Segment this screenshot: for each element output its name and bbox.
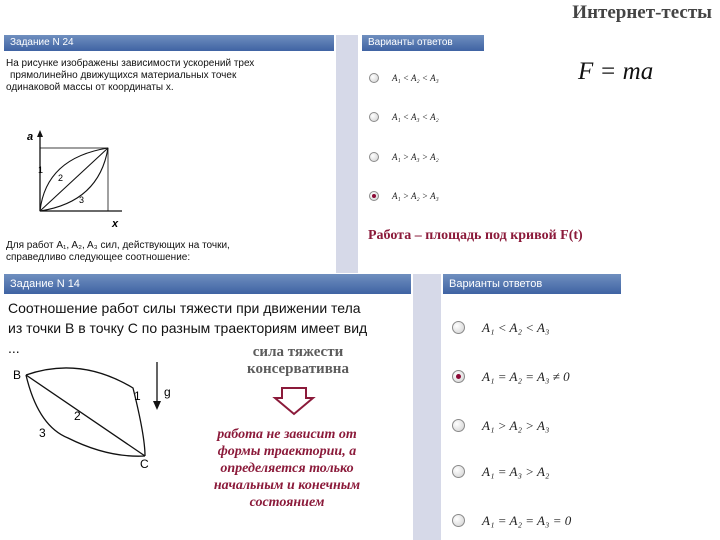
- task1-options-title: Варианты ответов: [362, 35, 484, 51]
- formula-newton: F = ma: [578, 58, 654, 85]
- task1-question: [6, 58, 326, 94]
- task2-divider: [413, 274, 441, 540]
- task1-divider: [336, 35, 358, 273]
- task2-options-title: Варианты ответов: [443, 274, 621, 294]
- task2-option-label[interactable]: A₁ > A₂ > A₃: [482, 418, 550, 433]
- diagram-path-1-label: 1: [134, 389, 141, 403]
- task1-question-line: прямолинейно движущихся материальных точек: [10, 70, 237, 81]
- task2-question-line: Соотношение работ силы тяжести при движении тела: [8, 300, 361, 316]
- graph-curve-2-label: 2: [58, 173, 64, 183]
- note-work: [172, 426, 402, 511]
- task2-option-label[interactable]: A₁ = A₃ > A₂: [482, 464, 550, 479]
- task1-option-radio[interactable]: [369, 112, 379, 122]
- graph-curve-1-label: 1: [38, 165, 44, 175]
- task2-title-bar: Задание N 14: [4, 274, 411, 294]
- task2-diagram: [0, 358, 185, 473]
- task1-question-line: На рисунке изображены зависимости ускорений трех: [6, 58, 255, 69]
- task1-option-label[interactable]: A₁ < A₃ < A₂: [392, 112, 439, 122]
- task2-option-label[interactable]: A₁ = A₂ = A₃ ≠ 0: [482, 369, 570, 384]
- task1-graph: [24, 128, 134, 232]
- note-work-line: определяется только: [220, 461, 354, 476]
- task2-option-radio[interactable]: [452, 419, 465, 432]
- diagram-path-3-label: 3: [39, 426, 46, 440]
- graph-x-label: x: [112, 218, 119, 230]
- graph-y-label: a: [27, 131, 34, 143]
- diagram-point-b: B: [13, 368, 22, 382]
- note-work-line: состоянием: [249, 495, 325, 510]
- note-gravity-line: сила тяжести: [252, 344, 344, 360]
- down-arrow-icon: [272, 386, 316, 416]
- diagram-point-c: C: [140, 457, 149, 471]
- task1-footer-line: справедливо следующее соотношение:: [6, 252, 191, 263]
- task1-option-label[interactable]: A₁ > A₃ > A₂: [392, 152, 439, 162]
- task1-footer-line: Для работ A₁, A₂, A₃ сил, действующих на точки,: [6, 240, 230, 251]
- task2-question-line: из точки В в точку С по разным траекториям имеет вид: [8, 320, 368, 336]
- note-gravity-line: консервативна: [247, 361, 349, 377]
- note-gravity: [208, 344, 388, 378]
- task2-option-radio[interactable]: [452, 465, 465, 478]
- task1-question-line: одинаковой массы от координаты x.: [6, 82, 174, 93]
- task1-title-bar: Задание N 24: [4, 35, 334, 51]
- task1-option-radio-selected[interactable]: [369, 191, 379, 201]
- task1-option-label[interactable]: A₁ > A₂ > A₃: [392, 191, 439, 201]
- task2-option-label[interactable]: A₁ < A₂ < A₃: [482, 320, 550, 335]
- task2-option-radio-selected[interactable]: [452, 370, 465, 383]
- task1-option-radio[interactable]: [369, 73, 379, 83]
- task1-option-label[interactable]: A₁ < A₂ < A₃: [392, 73, 439, 83]
- diagram-gravity-label: g: [164, 385, 171, 399]
- diagram-path-2-label: 2: [74, 409, 81, 423]
- graph-curve-3-label: 3: [79, 195, 85, 205]
- note-work-line: работа не зависит от: [217, 427, 357, 442]
- task2-option-radio[interactable]: [452, 321, 465, 334]
- header-title: Интернет-тесты: [572, 2, 712, 23]
- task2-option-label[interactable]: A₁ = A₂ = A₃ = 0: [482, 513, 572, 528]
- note-work-line: формы траектории, а: [217, 444, 357, 459]
- task1-option-radio[interactable]: [369, 152, 379, 162]
- task2-question-line: ...: [8, 340, 20, 356]
- task1-footer: [6, 240, 326, 264]
- work-area-note: Работа – площадь под кривой F(t): [368, 228, 583, 243]
- note-work-line: начальным и конечным: [213, 478, 361, 493]
- task2-option-radio[interactable]: [452, 514, 465, 527]
